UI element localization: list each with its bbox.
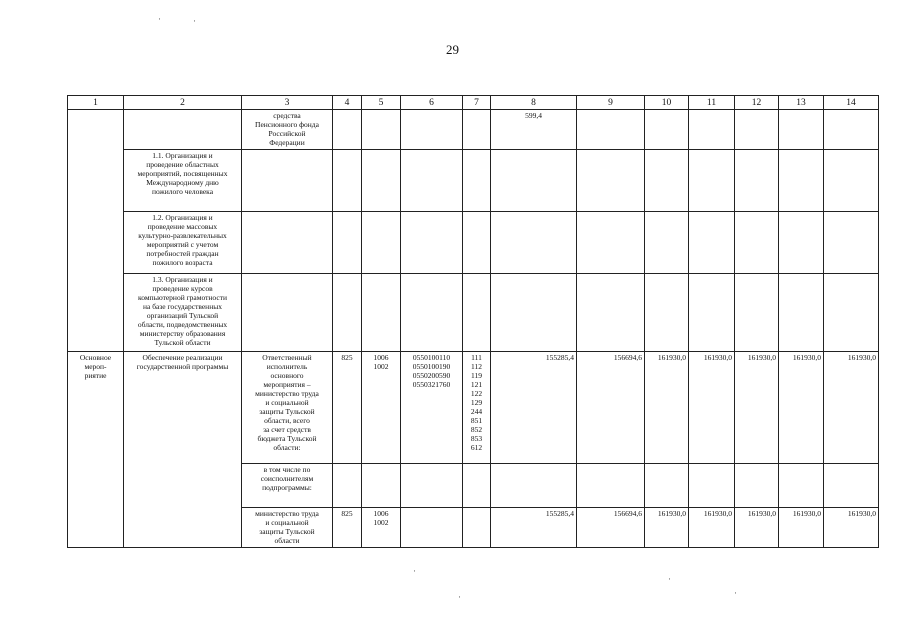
amount-cell: 155285,4 <box>491 352 577 464</box>
table-cell <box>333 464 362 508</box>
grbs-code-cell: 825 <box>333 352 362 464</box>
table-cell <box>362 274 401 352</box>
table-cell <box>463 274 491 352</box>
amount-cell: 599,4 <box>491 110 577 150</box>
header-cell: 6 <box>401 96 463 110</box>
table-cell <box>735 464 779 508</box>
table-cell <box>401 508 463 548</box>
header-cell: 2 <box>124 96 242 110</box>
table-cell <box>779 212 824 274</box>
header-cell: 10 <box>645 96 689 110</box>
header-cell: 5 <box>362 96 401 110</box>
header-cell: 13 <box>779 96 824 110</box>
table-cell <box>689 274 735 352</box>
amount-cell: 161930,0 <box>735 352 779 464</box>
table-row <box>68 274 879 352</box>
executor-cell: министерство труда и социальной защиты Тульской области <box>242 508 333 548</box>
activity-cell: 1.2. Организация и проведение массовых культурно-развлекательных мероприятий с учетом потребностей граждан пожилого возраста <box>124 212 242 274</box>
table-cell <box>577 274 645 352</box>
table-cell <box>735 212 779 274</box>
table-cell <box>463 508 491 548</box>
table-cell <box>463 464 491 508</box>
table-cell <box>401 464 463 508</box>
table-cell <box>463 110 491 150</box>
table-cell <box>362 212 401 274</box>
table-cell <box>401 274 463 352</box>
activity-cell: 1.1. Организация и проведение областных мероприятий, посвященных Международному дню пожилого человека <box>124 150 242 212</box>
table-cell <box>491 212 577 274</box>
table-cell <box>463 212 491 274</box>
table-cell <box>824 110 879 150</box>
amount-cell: 156694,6 <box>577 352 645 464</box>
table-cell <box>463 150 491 212</box>
amount-cell: 161930,0 <box>824 508 879 548</box>
table-cell <box>689 110 735 150</box>
expense-type-cell: 111 112 119 121 122 129 244 851 852 853 612 <box>463 352 491 464</box>
amount-cell: 161930,0 <box>645 508 689 548</box>
table-cell <box>735 274 779 352</box>
table-cell <box>362 110 401 150</box>
table-cell <box>779 464 824 508</box>
table-cell <box>491 150 577 212</box>
table-cell <box>577 110 645 150</box>
header-cell: 7 <box>463 96 491 110</box>
scan-speck: · <box>668 574 671 584</box>
amount-cell: 161930,0 <box>689 352 735 464</box>
amount-cell: 161930,0 <box>735 508 779 548</box>
table-cell <box>824 464 879 508</box>
header-cell: 8 <box>491 96 577 110</box>
executor-cell: в том числе по соисполнителям подпрограммы: <box>242 464 333 508</box>
budget-table <box>67 95 879 548</box>
scan-speck: · <box>158 14 161 24</box>
table-cell <box>689 150 735 212</box>
table-cell <box>491 274 577 352</box>
scan-speck: · <box>193 16 196 26</box>
amount-cell: 161930,0 <box>779 508 824 548</box>
table-row <box>68 110 879 150</box>
table-cell <box>645 274 689 352</box>
activity-cell: 1.3. Организация и проведение курсов компьютерной грамотности на базе государственных организаций Тульской области, подведомственных министерству образования Тульской области <box>124 274 242 352</box>
table-cell <box>362 464 401 508</box>
header-cell: 14 <box>824 96 879 110</box>
table-row <box>68 212 879 274</box>
scan-speck: · <box>413 566 416 576</box>
table-cell <box>577 150 645 212</box>
target-article-cell: 0550100110 0550100190 0550200590 0550321760 <box>401 352 463 464</box>
table-cell <box>68 110 124 352</box>
table-cell <box>779 150 824 212</box>
table-cell <box>577 464 645 508</box>
table-cell <box>333 274 362 352</box>
table-cell <box>333 110 362 150</box>
table-cell <box>491 464 577 508</box>
table-cell <box>124 110 242 150</box>
grbs-code-cell: 825 <box>333 508 362 548</box>
scan-speck: · <box>734 588 737 598</box>
table-cell <box>689 212 735 274</box>
table-cell <box>735 110 779 150</box>
section-code-cell: 1006 1002 <box>362 508 401 548</box>
header-cell: 12 <box>735 96 779 110</box>
table-cell <box>242 212 333 274</box>
table-cell <box>242 274 333 352</box>
table-cell <box>362 150 401 212</box>
header-cell: 11 <box>689 96 735 110</box>
table-cell <box>824 274 879 352</box>
header-cell: 4 <box>333 96 362 110</box>
table-cell <box>333 212 362 274</box>
header-cell: 3 <box>242 96 333 110</box>
amount-cell: 161930,0 <box>779 352 824 464</box>
table-cell <box>401 150 463 212</box>
executor-cell: Ответственный исполнитель основного мероприятия – министерство труда и социальной защиты Тульской области, всего за счет средств бюджета Тульской области: <box>242 352 333 464</box>
table-cell <box>242 150 333 212</box>
page-number: 29 <box>446 42 459 57</box>
table-cell <box>645 150 689 212</box>
amount-cell: 161930,0 <box>824 352 879 464</box>
header-cell: 1 <box>68 96 124 110</box>
table-cell <box>645 464 689 508</box>
table-cell <box>401 212 463 274</box>
activity-type-cell: Основное мероп- риятие <box>68 352 124 548</box>
funding-source-cell: средства Пенсионного фонда Российской Федерации <box>242 110 333 150</box>
table-cell <box>333 150 362 212</box>
table-cell <box>779 274 824 352</box>
header-cell: 9 <box>577 96 645 110</box>
table-cell <box>645 110 689 150</box>
table-row <box>68 150 879 212</box>
activity-cell: Обеспечение реализации государственной программы <box>124 352 242 548</box>
table-cell <box>735 150 779 212</box>
scan-speck: · <box>458 592 461 602</box>
table-cell <box>689 464 735 508</box>
table-cell <box>824 212 879 274</box>
amount-cell: 155285,4 <box>491 508 577 548</box>
table-cell <box>824 150 879 212</box>
amount-cell: 161930,0 <box>645 352 689 464</box>
table-cell <box>577 212 645 274</box>
amount-cell: 156694,6 <box>577 508 645 548</box>
table-cell <box>645 212 689 274</box>
amount-cell: 161930,0 <box>689 508 735 548</box>
section-code-cell: 1006 1002 <box>362 352 401 464</box>
table-row <box>68 352 879 464</box>
table-cell <box>401 110 463 150</box>
header-row <box>68 96 879 110</box>
table-cell <box>779 110 824 150</box>
